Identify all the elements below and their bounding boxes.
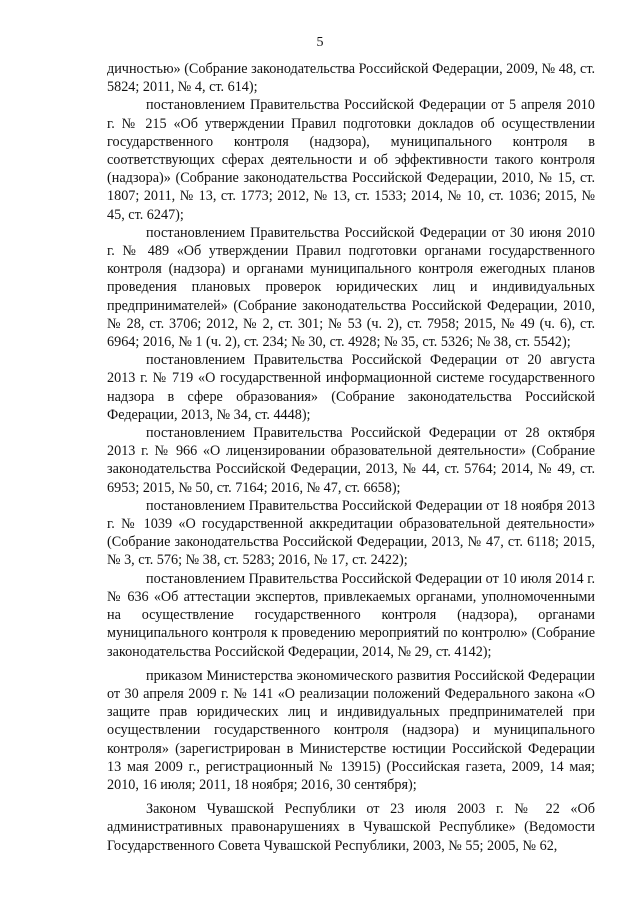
document-body: [107, 60, 595, 855]
paragraph-continuation: дичностью» (Собрание законодательства Российской Федерации, 2009, № 48, ст. 5824; 2011, № 4, ст. 614);: [107, 61, 595, 96]
paragraph-resolution-1039: постановлением Правительства Российской Федерации от 18 ноября 2013 г. № 1039 «О государственной аккредитации образовательной деятельности» (Собрание законодательства Российской Федерации, 2013, № 47, ст. 6118; 2015, № 3, ст. 576; № 38, ст. 5283; 2016, № 17, ст. 2422);: [107, 497, 595, 569]
paragraph-resolution-966: постановлением Правительства Российской Федерации от 28 октября 2013 г. № 966 «О лицензировании образовательной деятельности» (Собрание законодательства Российской Федерации, 2013, № 44, ст. 5764; 2014, № 49, ст. 6953; 2015, № 50, ст. 7164; 2016, № 47, ст. 6658);: [107, 425, 595, 496]
paragraph-resolution-489: постановлением Правительства Российской Федерации от 30 июня 2010 г. № 489 «Об утверждении Правил подготовки органами государственного контроля (надзора) и органами муниципального контроля ежегодных планов проведения плановых проверок юридических лиц и индивидуальных предпринимателей» (Собрание законодательства Российской Федерации, 2010, № 28, ст. 3706; 2012, № 2, ст. 301; № 53 (ч. 2), ст. 7958; 2015, № 49 (ч. 6), ст. 6964; 2016, № 1 (ч. 2), ст. 234; № 30, ст. 4928; № 35, ст. 5326; № 38, ст. 5542);: [107, 224, 595, 351]
page-number: 5: [316, 35, 324, 50]
paragraph-law-22: Законом Чувашской Республики от 23 июля 2003 г. № 22 «Об административных правонарушениях в Чувашской Республике» (Ведомости Государственного Совета Чувашской Республики, 2003, № 55; 2005, № 62,: [107, 801, 595, 854]
paragraph-order-141: приказом Министерства экономического развития Российской Федерации от 30 апреля 2009 г. № 141 «О реализации положений Федерального закона «О защите прав юридических лиц и индивидуальных предпринимателей при осуществлении государственного контроля (надзора) и муниципального контроля» (зарегистрирован в Министерстве юстиции Российской Федерации 13 мая 2009 г., регистрационный № 13915) (Российская газета, 2009, 14 мая; 2010, 16 июля; 2011, 18 ноября; 2016, 30 сентября);: [107, 667, 595, 793]
paragraph-resolution-636: постановлением Правительства Российской Федерации от 10 июля 2014 г. № 636 «Об аттестации экспертов, привлекаемых органами, уполномоченными на осуществление государственного контроля (надзора), органами муниципального контроля к проведению мероприятий по контролю» (Собрание законодательства Российской Федерации, 2014, № 29, ст. 4142);: [107, 570, 595, 660]
paragraph-resolution-215: постановлением Правительства Российской Федерации от 5 апреля 2010 г. № 215 «Об утверждении Правил подготовки докладов об осуществлении государственного контроля (надзора), муниципального контроля в соответствующих сферах деятельности и об эффективности такого контроля (надзора)» (Собрание законодательства Российской Федерации, 2010, № 15, ст. 1807; 2011, № 13, ст. 1773; 2012, № 13, ст. 1533; 2014, № 10, ст. 1036; 2015, № 45, ст. 6247);: [107, 97, 595, 223]
paragraph-resolution-719: постановлением Правительства Российской Федерации от 20 августа 2013 г. № 719 «О государственной информационной системе государственного надзора в сфере образования» (Собрание законодательства Российской Федерации, 2013, № 34, ст. 4448);: [107, 352, 595, 423]
